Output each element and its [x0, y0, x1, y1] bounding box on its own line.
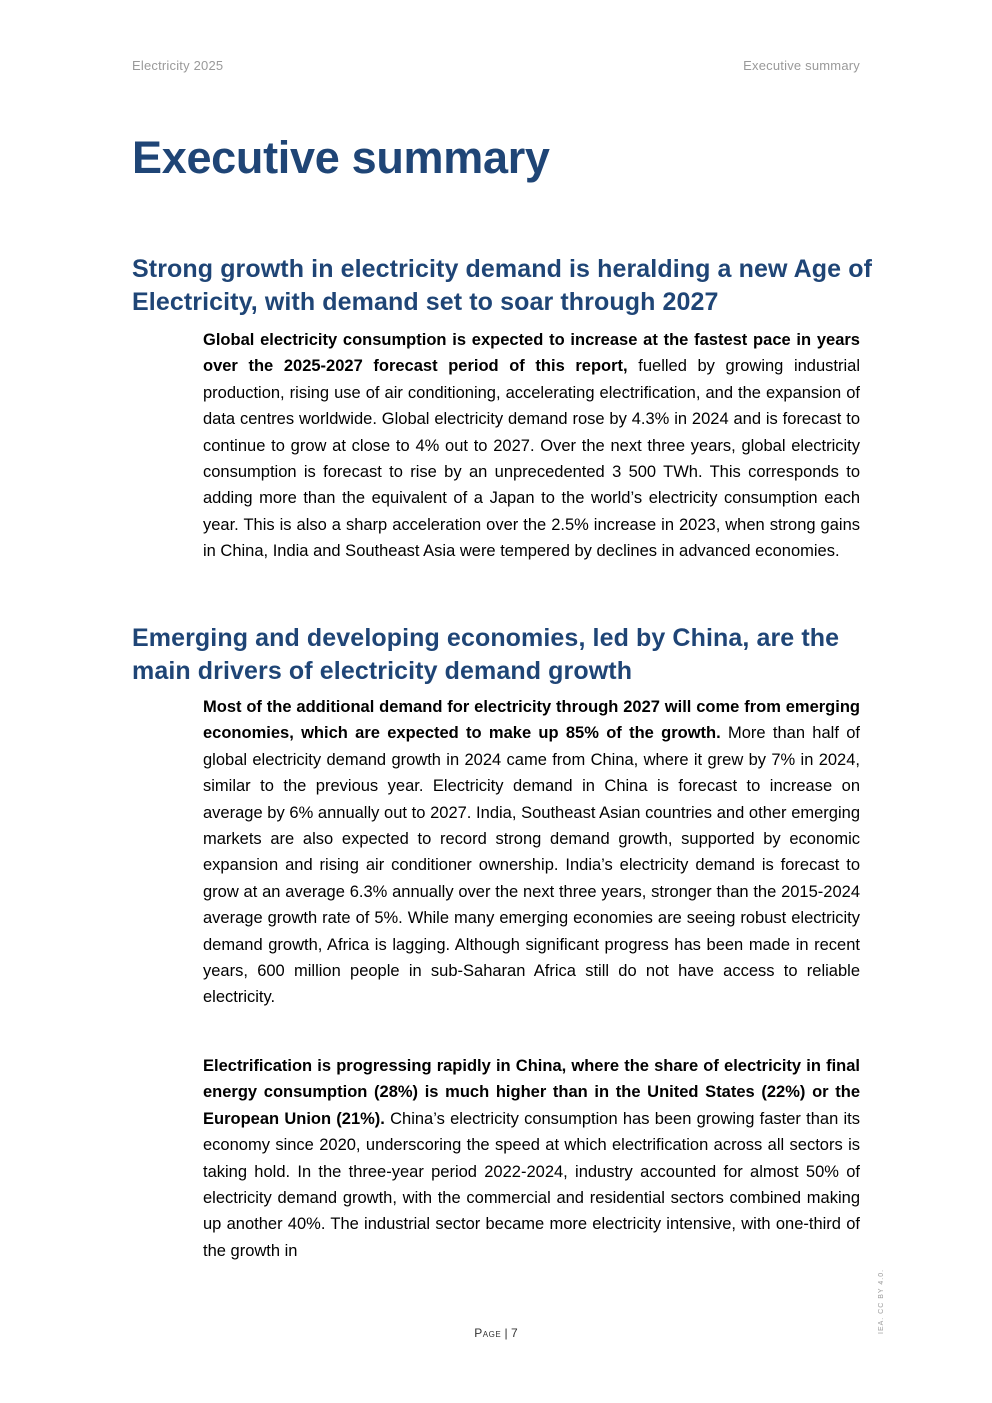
paragraph-lead: Most of the additional demand for electricity through 2027 will come from emerging economies, which are expected to make up 85% of the growth.: [203, 698, 860, 743]
paragraph-lead: Electrification is progressing rapidly in China, where the share of electricity in final energy consumption (28%) is much higher than in the United States (22%) or the European Union (21%).: [203, 1057, 860, 1128]
section-heading-demand-growth: Strong growth in electricity demand is heralding a new Age of Electricity, with demand set to soar through 2027: [132, 255, 872, 316]
paragraph-body: China’s electricity consumption has been growing faster than its economy since 2020, underscoring the speed at which electrification across all sectors is taking hold. In the three-year period 2022-2024, industry accounted for almost 50% of electricity demand growth, with the commercial and residential sectors combined making up another 40%. The industrial sector became more electricity intensive, with one-third of the growth in: [203, 1109, 860, 1260]
page-footer: [0, 1326, 992, 1340]
paragraph-global-consumption: [203, 327, 860, 565]
page-separator: |: [501, 1326, 511, 1340]
page-title: Executive summary: [132, 132, 550, 183]
paragraph-body: More than half of global electricity demand growth in 2024 came from China, where it grew by 7% in 2024, similar to the previous year. Electricity demand in China is forecast to increase on average by 6% annually out to 2027. India, Southeast Asian countries and other emerging markets are also expected to record strong demand growth, supported by economic expansion and rising air conditioner ownership. India’s electricity demand is forecast to grow at an average 6.3% annually over the next three years, stronger than the 2015-2024 average growth rate of 5%. While many emerging economies are seeing robust electricity demand growth, Africa is lagging. Although significant progress has been made in recent years, 600 million people in sub-Saharan Africa still do not have access to reliable electricity.: [203, 724, 860, 1007]
page-label: Page: [474, 1326, 502, 1340]
page-number: 7: [511, 1326, 518, 1340]
report-name: Electricity 2025: [132, 58, 224, 73]
paragraph-body: fuelled by growing industrial production, rising use of air conditioning, accelerating electrification, and the expansion of data centres worldwide. Global electricity demand rose by 4.3% in 2024 and is forecast to continue to grow at close to 4% out to 2027. Over the next three years, global electricity consumption is forecast to rise by an unprecedented 3 500 TWh. This corresponds to adding more than the equivalent of a Japan to the world’s electricity consumption each year. This is also a sharp acceleration over the 2.5% increase in 2023, when strong gains in China, India and Southeast Asia were tempered by declines in advanced economies.: [203, 357, 860, 561]
paragraph-lead: Global electricity consumption is expected to increase at the fastest pace in years over the 2025-2027 forecast period of this report,: [203, 331, 860, 376]
section-heading-emerging-economies: Emerging and developing economies, led by China, are the main drivers of electricity demand growth: [132, 624, 840, 685]
chapter-name: Executive summary: [743, 58, 860, 73]
license-notice: IEA. CC BY 4.0.: [878, 1268, 885, 1334]
paragraph-emerging-demand: [203, 694, 860, 1011]
running-header: [132, 58, 860, 76]
paragraph-china-electrification: [203, 1053, 860, 1264]
